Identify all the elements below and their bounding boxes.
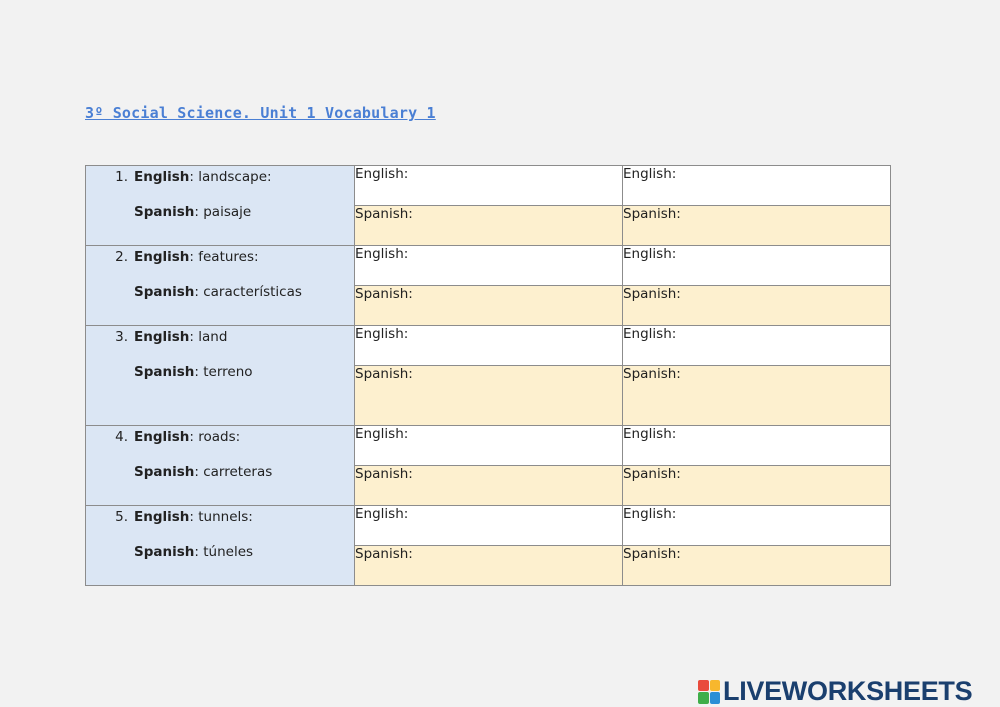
english-term: : land <box>189 329 228 345</box>
english-answer-field[interactable]: English: <box>355 506 623 546</box>
english-label: English <box>134 249 190 265</box>
vocab-term-cell <box>86 326 355 426</box>
english-term: : landscape: <box>189 169 272 185</box>
item-number: 3. <box>115 329 128 345</box>
english-term: : features: <box>189 249 259 265</box>
spanish-answer-field[interactable]: Spanish: <box>355 366 623 426</box>
english-answer-field[interactable]: English: <box>623 326 891 366</box>
english-answer-field[interactable]: English: <box>623 506 891 546</box>
spanish-label: Spanish <box>134 464 195 480</box>
english-answer-field[interactable]: English: <box>355 166 623 206</box>
spanish-answer-field[interactable]: Spanish: <box>623 206 891 246</box>
vocab-row-3-english <box>86 326 891 366</box>
vocab-row-1-english <box>86 166 891 206</box>
page-title: 3º Social Science. Unit 1 Vocabulary 1 <box>85 104 436 122</box>
spanish-answer-field[interactable]: Spanish: <box>355 286 623 326</box>
liveworksheets-logo <box>698 676 972 707</box>
english-label: English <box>134 509 190 525</box>
logo-badge-l <box>698 680 709 692</box>
vocab-row-2-english <box>86 246 891 286</box>
spanish-term: : terreno <box>194 364 253 380</box>
vocab-term-cell <box>86 426 355 506</box>
english-label: English <box>134 429 190 445</box>
logo-badge-i <box>710 680 721 692</box>
item-number: 2. <box>115 249 128 265</box>
item-number: 1. <box>115 169 128 185</box>
logo-text: LIVEWORKSHEETS <box>723 676 973 706</box>
english-label: English <box>134 329 190 345</box>
item-number: 4. <box>115 429 128 445</box>
spanish-answer-field[interactable]: Spanish: <box>623 366 891 426</box>
spanish-answer-field[interactable]: Spanish: <box>623 466 891 506</box>
english-label: English <box>134 169 190 185</box>
logo-badge-v <box>698 692 709 704</box>
vocab-term-cell <box>86 506 355 586</box>
english-term: : roads: <box>189 429 241 445</box>
english-answer-field[interactable]: English: <box>623 426 891 466</box>
spanish-term: : carreteras <box>194 464 273 480</box>
spanish-answer-field[interactable]: Spanish: <box>355 546 623 586</box>
logo-badge-icon <box>698 680 720 704</box>
spanish-term: : paisaje <box>194 204 252 220</box>
spanish-label: Spanish <box>134 204 195 220</box>
vocab-term-cell <box>86 166 355 246</box>
english-answer-field[interactable]: English: <box>623 166 891 206</box>
english-answer-field[interactable]: English: <box>623 246 891 286</box>
english-answer-field[interactable]: English: <box>355 246 623 286</box>
vocab-row-4-english <box>86 426 891 466</box>
vocab-row-5-english <box>86 506 891 546</box>
vocab-term-cell <box>86 246 355 326</box>
spanish-answer-field[interactable]: Spanish: <box>623 546 891 586</box>
vocabulary-table <box>85 165 891 586</box>
spanish-answer-field[interactable]: Spanish: <box>355 466 623 506</box>
logo-badge-e <box>710 692 721 704</box>
spanish-answer-field[interactable]: Spanish: <box>355 206 623 246</box>
english-term: : tunnels: <box>189 509 253 525</box>
spanish-label: Spanish <box>134 364 195 380</box>
spanish-term: : características <box>194 284 302 300</box>
spanish-term: : túneles <box>194 544 254 560</box>
english-answer-field[interactable]: English: <box>355 326 623 366</box>
spanish-label: Spanish <box>134 284 195 300</box>
spanish-label: Spanish <box>134 544 195 560</box>
item-number: 5. <box>115 509 128 525</box>
spanish-answer-field[interactable]: Spanish: <box>623 286 891 326</box>
english-answer-field[interactable]: English: <box>355 426 623 466</box>
